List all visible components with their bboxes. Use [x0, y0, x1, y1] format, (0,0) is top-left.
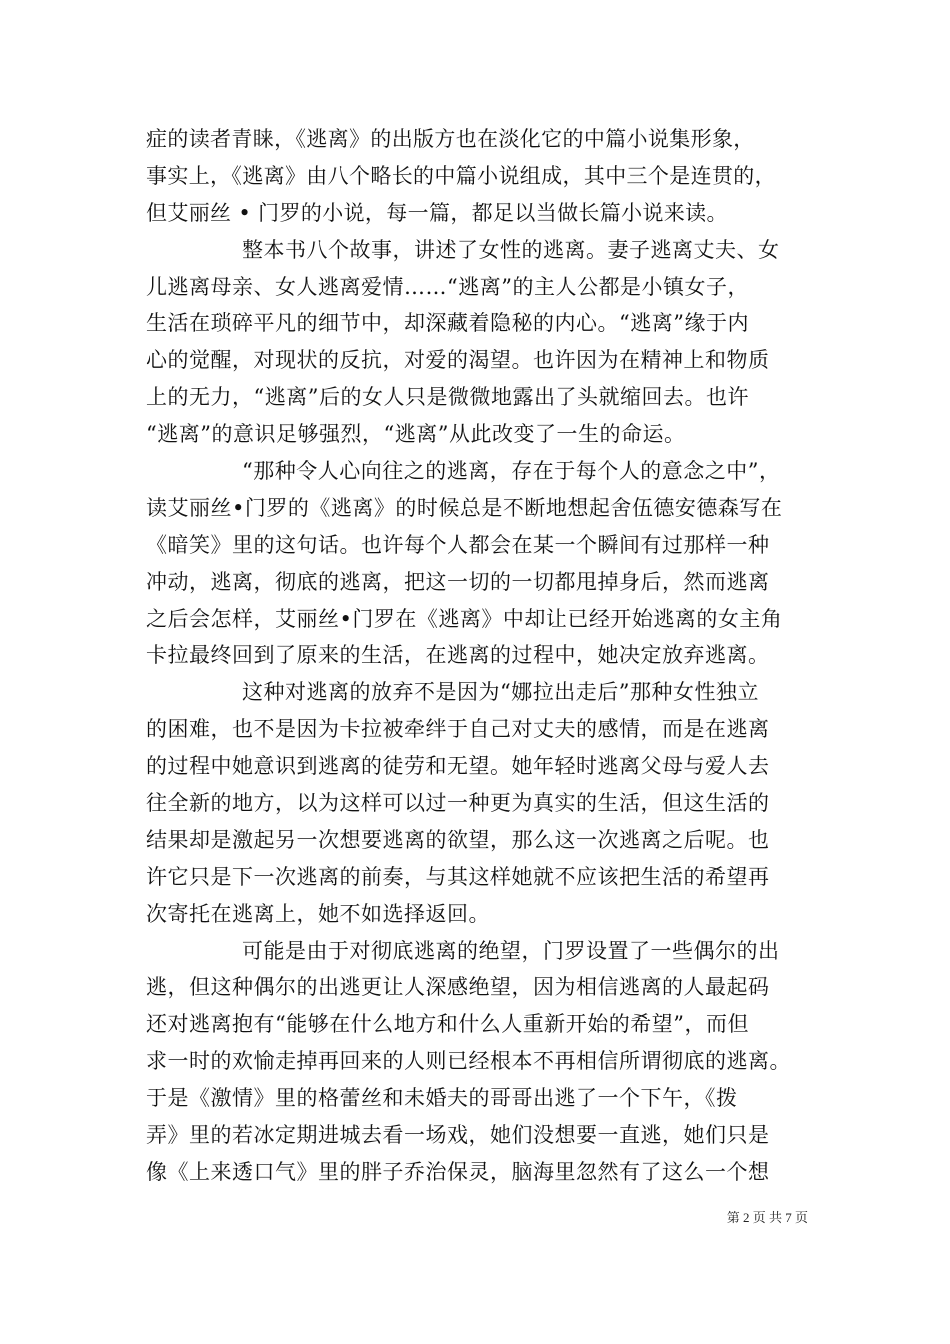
text-line: 可能是由于对彻底逃离的绝望，门罗设置了一些偶尔的出	[242, 938, 780, 963]
paragraph-2	[146, 232, 830, 453]
text-line: 冲动，逃离，彻底的逃离，把这一切的一切都甩掉身后，然而逃离	[146, 569, 770, 594]
text-line: 弄》里的若冰定期进城去看一场戏，她们没想要一直逃，她们只是	[146, 1123, 770, 1148]
text-line: 事实上，《逃离》由八个略长的中篇小说组成，其中三个是连贯的，	[146, 163, 776, 188]
paragraph-1	[146, 121, 830, 232]
text-line: 之后会怎样，艾丽丝•门罗在《逃离》中却让已经开始逃离的女主角	[146, 606, 783, 631]
paragraph-4	[146, 674, 830, 932]
text-line: 生活在琐碎平凡的细节中，却深藏着隐秘的内心。“逃离”缘于内	[146, 311, 749, 336]
paragraph-3	[146, 453, 830, 674]
text-line: 许它只是下一次逃离的前奏，与其这样她就不应该把生活的希望再	[146, 864, 770, 889]
text-line: 于是《激情》里的格蕾丝和未婚夫的哥哥出逃了一个下午，《拨	[146, 1086, 738, 1111]
page-number-footer: 第 2 页 共 7 页	[726, 1210, 808, 1225]
text-line: 求一时的欢愉走掉再回来的人则已经根本不再相信所谓彻底的逃离。	[146, 1049, 791, 1074]
text-line: 心的觉醒，对现状的反抗，对爱的渴望。也许因为在精神上和物质	[146, 348, 770, 373]
paragraph-5	[146, 933, 830, 1191]
text-line: 往全新的地方，以为这样可以过一种更为真实的生活，但这生活的	[146, 791, 770, 816]
text-line: “逃离”的意识足够强烈，“逃离”从此改变了一生的命运。	[146, 422, 686, 447]
text-line: 像《上来透口气》里的胖子乔治保灵，脑海里忽然有了这么一个想	[146, 1159, 770, 1184]
text-line: 的困难，也不是因为卡拉被牵绊于自己对丈夫的感情，而是在逃离	[146, 717, 770, 742]
text-line: 的过程中她意识到逃离的徒劳和无望。她年轻时逃离父母与爱人去	[146, 754, 770, 779]
text-line: 次寄托在逃离上，她不如选择返回。	[146, 901, 490, 926]
text-line: 儿逃离母亲、女人逃离爱情……“逃离”的主人公都是小镇女子，	[146, 274, 749, 299]
body-text	[146, 121, 830, 1191]
text-line: 这种对逃离的放弃不是因为“娜拉出走后”那种女性独立	[242, 680, 759, 705]
text-line: 整本书八个故事，讲述了女性的逃离。妻子逃离丈夫、女	[242, 237, 780, 262]
text-line: 上的无力，“逃离”后的女人只是微微地露出了头就缩回去。也许	[146, 385, 749, 410]
text-line: 症的读者青睐，《逃离》的出版方也在淡化它的中篇小说集形象，	[146, 127, 755, 151]
text-line: “那种令人心向往之的逃离，存在于每个人的意念之中”，	[242, 459, 781, 484]
text-line: 但艾丽丝 • 门罗的小说，每一篇，都足以当做长篇小说来读。	[146, 200, 728, 225]
text-line: 还对逃离抱有“能够在什么地方和什么人重新开始的希望”，而但	[146, 1012, 749, 1037]
text-line: 《暗笑》里的这句话。也许每个人都会在某一个瞬间有过那样一种	[146, 532, 770, 557]
text-line: 结果却是激起另一次想要逃离的欲望，那么这一次逃离之后呢。也	[146, 827, 770, 852]
text-line: 读艾丽丝•门罗的《逃离》的时候总是不断地想起舍伍德安德森写在	[146, 495, 783, 520]
text-line: 逃，但这种偶尔的出逃更让人深感绝望，因为相信逃离的人最起码	[146, 975, 770, 1000]
text-line: 卡拉最终回到了原来的生活，在逃离的过程中，她决定放弃逃离。	[146, 643, 770, 668]
